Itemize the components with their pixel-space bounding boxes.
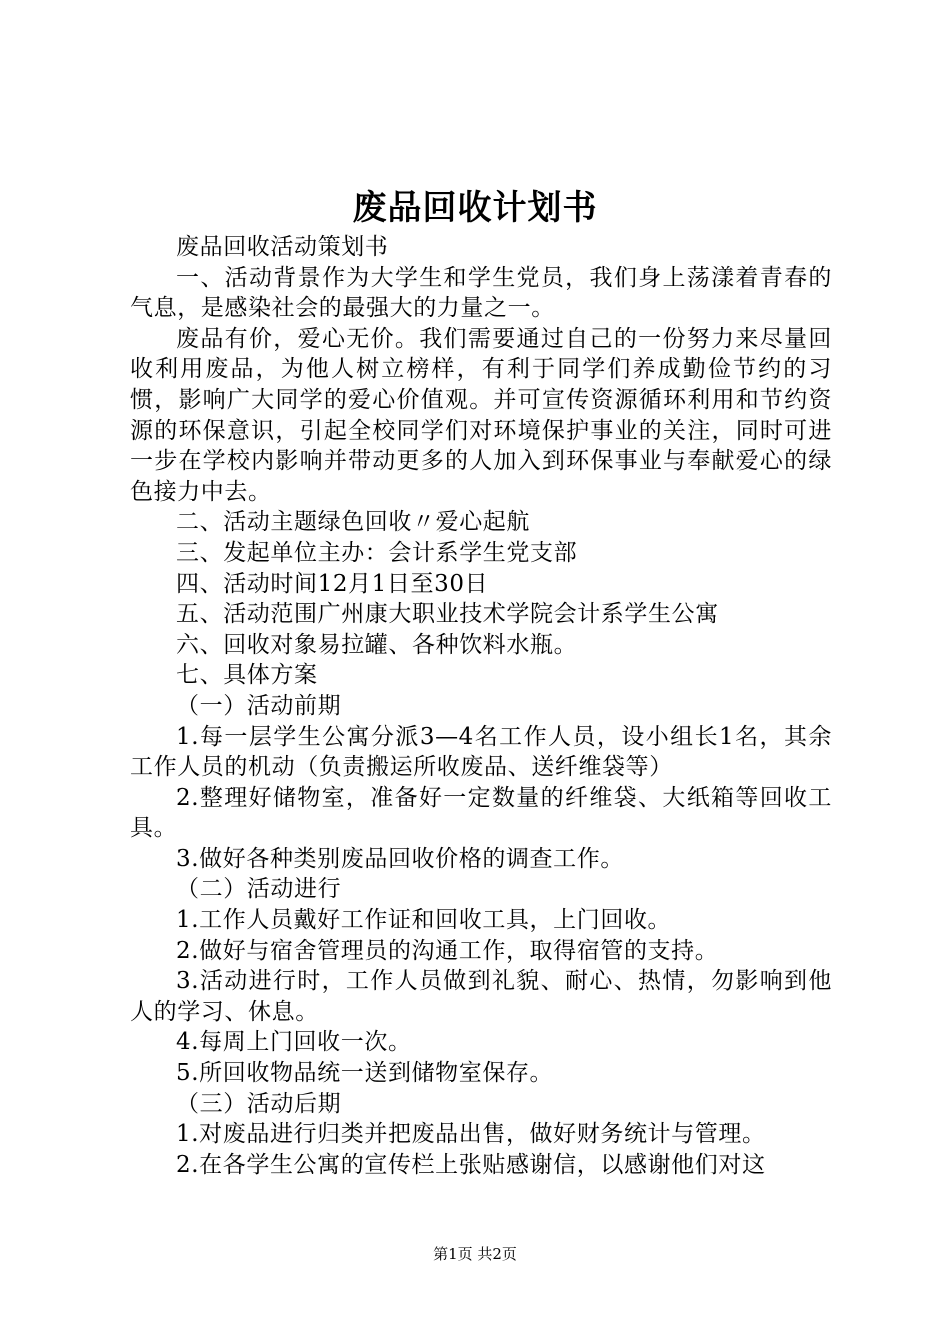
paragraph: 三、发起单位主办：会计系学生党支部 bbox=[176, 539, 578, 566]
paragraph: 2.做好与宿舍管理员的沟通工作，取得宿管的支持。 bbox=[176, 937, 719, 964]
paragraph: 二、活动主题绿色回收〃爱心起航 bbox=[176, 509, 530, 536]
paragraph: 1.每一层学生公寓分派3—4名工作人员，设小组长1名，其余工作人员的机动（负责搬运所收废品、送纤维袋等） bbox=[130, 723, 832, 781]
paragraph: 5.所回收物品统一送到储物室保存。 bbox=[176, 1060, 554, 1087]
paragraph: 一、活动背景作为大学生和学生党员，我们身上荡漾着青春的气息，是感染社会的最强大的力量之一。 bbox=[130, 264, 832, 322]
paragraph: 废品有价，爱心无价。我们需要通过自己的一份努力来尽量回收利用废品，为他人树立榜样，有利于同学们养成勤俭节约的习惯，影响广大同学的爱心价值观。并可宣传资源循环利用和节约资源的环保意识，引起全校同学们对环境保护事业的关注，同时可进一步在学校内影响并带动更多的人加入到环保事业与奉献爱心的绿色接力中去。 bbox=[130, 325, 832, 505]
paragraph: 2.整理好储物室，准备好一定数量的纤维袋、大纸箱等回收工具。 bbox=[130, 784, 832, 842]
paragraph: 3.做好各种类别废品回收价格的调查工作。 bbox=[176, 845, 624, 872]
paragraph: 4.每周上门回收一次。 bbox=[176, 1029, 412, 1056]
page-footer: 第1页 共2页 bbox=[433, 1245, 517, 1263]
paragraph: （一）活动前期 bbox=[176, 692, 342, 719]
paragraph: （三）活动后期 bbox=[176, 1090, 342, 1117]
document-body bbox=[130, 232, 832, 1180]
paragraph: 1.对废品进行归类并把废品出售，做好财务统计与管理。 bbox=[176, 1121, 766, 1148]
paragraph: 3.活动进行时，工作人员做到礼貌、耐心、热情，勿影响到他人的学习、休息。 bbox=[130, 968, 832, 1025]
paragraph: （二）活动进行 bbox=[176, 876, 342, 903]
document-title: 废品回收计划书 bbox=[352, 188, 598, 228]
paragraph: 2.在各学生公寓的宣传栏上张贴感谢信，以感谢他们对这 bbox=[176, 1151, 766, 1178]
paragraph: 七、具体方案 bbox=[176, 662, 318, 689]
paragraph: 废品回收活动策划书 bbox=[176, 234, 389, 260]
paragraph: 四、活动时间12月1日至30日 bbox=[176, 570, 489, 597]
paragraph: 五、活动范围广州康大职业技术学院会计系学生公寓 bbox=[176, 601, 719, 628]
paragraph: 1.工作人员戴好工作证和回收工具，上门回收。 bbox=[176, 907, 672, 934]
paragraph: 六、回收对象易拉罐、各种饮料水瓶。 bbox=[176, 631, 578, 658]
